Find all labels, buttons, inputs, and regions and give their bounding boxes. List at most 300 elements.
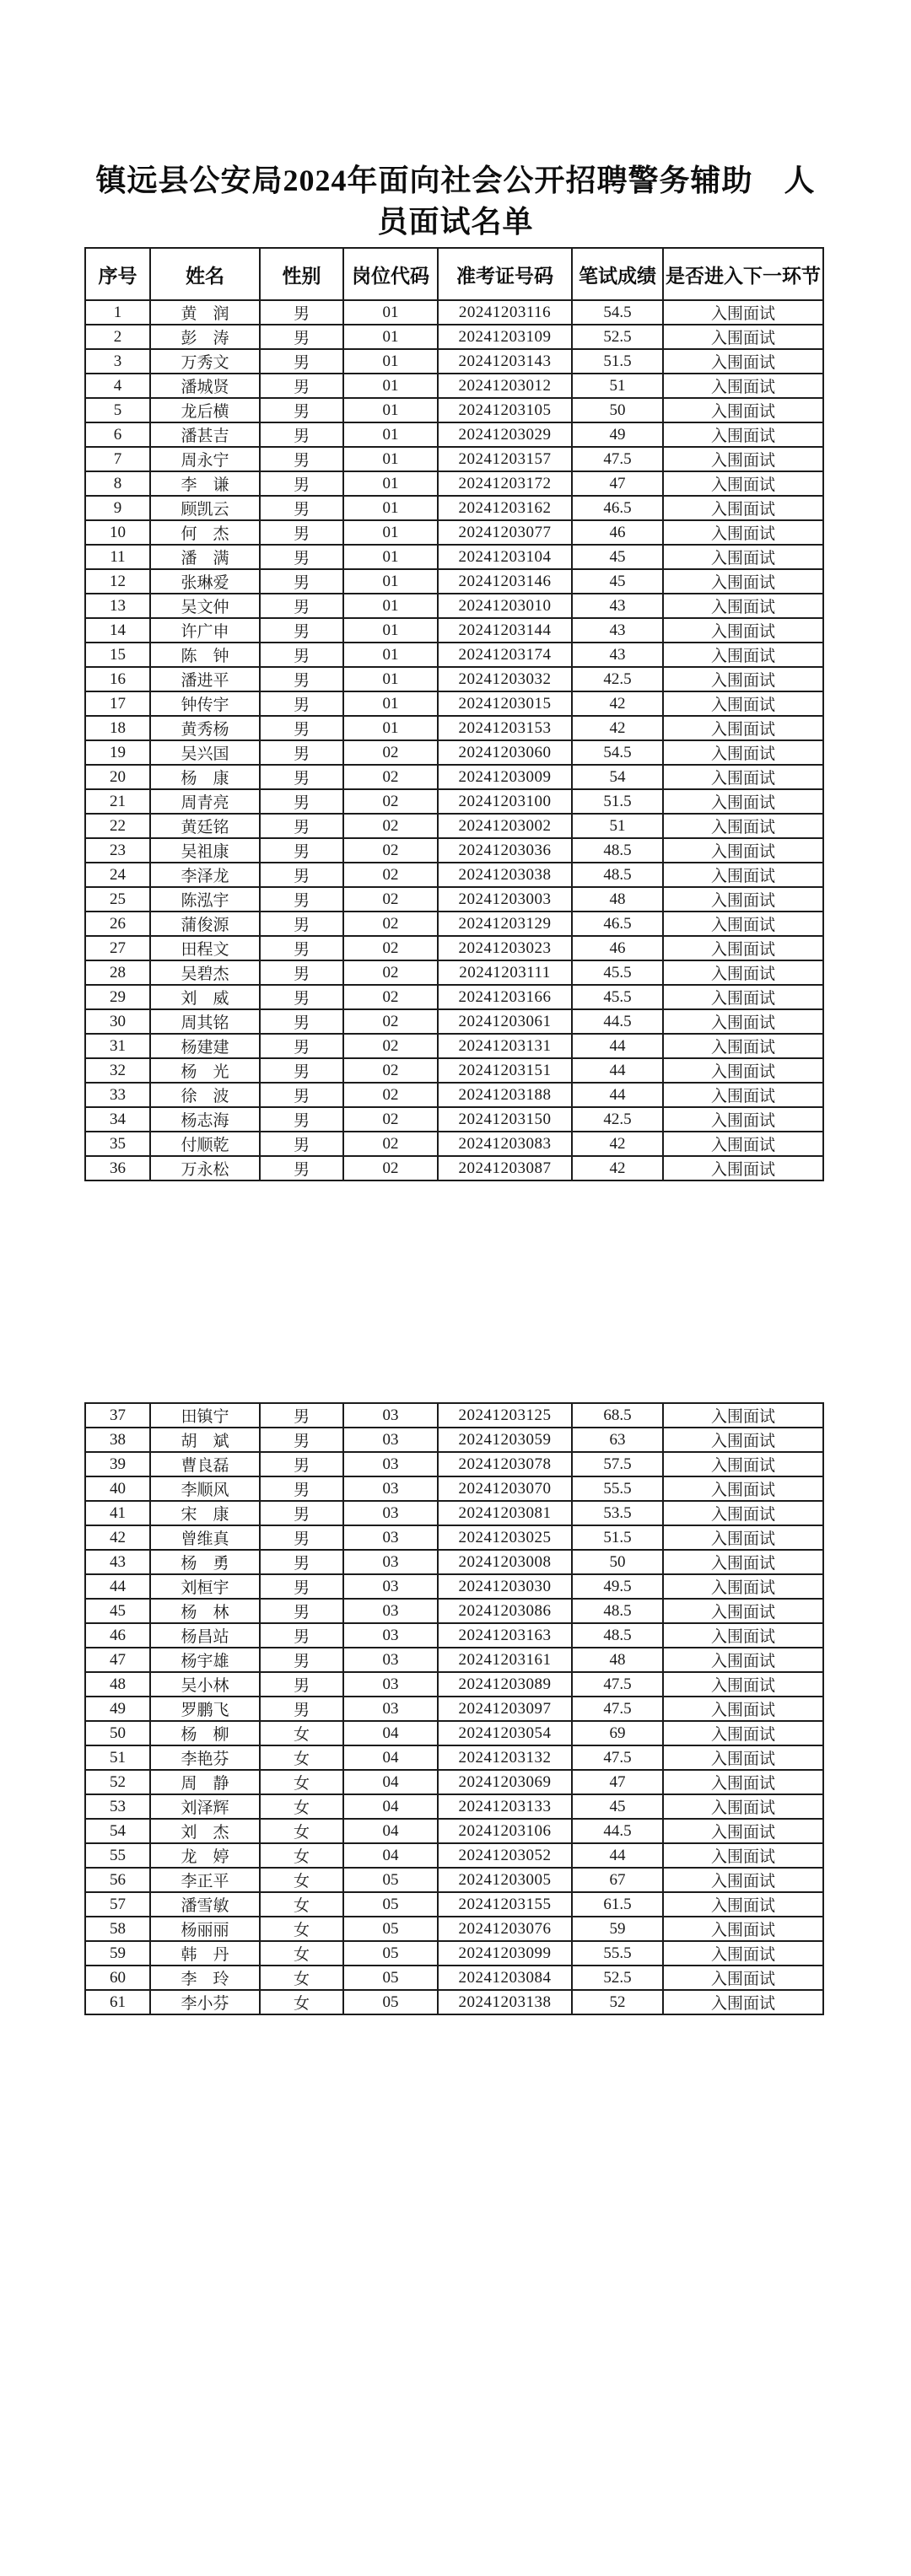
cell-score: 48 (572, 1648, 663, 1672)
table-row (85, 1941, 823, 1966)
cell-score: 57.5 (572, 1452, 663, 1476)
table-row (85, 1697, 823, 1721)
cell-name: 韩 丹 (150, 1941, 260, 1966)
interview-roster-table-part-1 (84, 247, 824, 1181)
column-header-gender: 性别 (260, 248, 343, 300)
cell-result: 入围面试 (663, 838, 823, 863)
cell-result: 入围面试 (663, 1721, 823, 1745)
table-row (85, 325, 823, 349)
cell-result: 入围面试 (663, 643, 823, 667)
cell-score: 46 (572, 520, 663, 545)
cell-seq: 1 (85, 300, 150, 325)
cell-score: 47.5 (572, 1672, 663, 1697)
table-row (85, 814, 823, 838)
cell-score: 51.5 (572, 349, 663, 374)
cell-score: 68.5 (572, 1403, 663, 1428)
table-row (85, 643, 823, 667)
cell-post: 01 (343, 325, 438, 349)
cell-gender: 女 (260, 1745, 343, 1770)
cell-exam: 20241203086 (438, 1599, 572, 1623)
cell-exam: 20241203005 (438, 1868, 572, 1892)
cell-name: 李顺风 (150, 1476, 260, 1501)
table-row (85, 1819, 823, 1843)
cell-gender: 男 (260, 960, 343, 985)
cell-seq: 25 (85, 887, 150, 912)
cell-exam: 20241203104 (438, 545, 572, 569)
cell-seq: 46 (85, 1623, 150, 1648)
cell-gender: 男 (260, 325, 343, 349)
cell-post: 02 (343, 1034, 438, 1058)
table-row (85, 545, 823, 569)
cell-result: 入围面试 (663, 422, 823, 447)
cell-post: 01 (343, 422, 438, 447)
cell-exam: 20241203155 (438, 1892, 572, 1917)
cell-post: 02 (343, 936, 438, 960)
cell-result: 入围面试 (663, 887, 823, 912)
cell-gender: 女 (260, 1819, 343, 1843)
cell-name: 杨昌站 (150, 1623, 260, 1648)
cell-post: 01 (343, 520, 438, 545)
cell-score: 55.5 (572, 1941, 663, 1966)
cell-post: 01 (343, 594, 438, 618)
table-row (85, 1501, 823, 1525)
cell-name: 曹良磊 (150, 1452, 260, 1476)
table-row (85, 471, 823, 496)
cell-result: 入围面试 (663, 1648, 823, 1672)
cell-score: 69 (572, 1721, 663, 1745)
cell-name: 蒲俊源 (150, 912, 260, 936)
cell-name: 李正平 (150, 1868, 260, 1892)
cell-result: 入围面试 (663, 1843, 823, 1868)
cell-post: 04 (343, 1843, 438, 1868)
cell-gender: 女 (260, 1990, 343, 2014)
cell-result: 入围面试 (663, 1941, 823, 1966)
cell-name: 杨志海 (150, 1107, 260, 1132)
cell-result: 入围面试 (663, 1132, 823, 1156)
cell-name: 周 静 (150, 1770, 260, 1794)
cell-score: 46.5 (572, 496, 663, 520)
table-row (85, 1034, 823, 1058)
cell-result: 入围面试 (663, 740, 823, 765)
cell-seq: 61 (85, 1990, 150, 2014)
cell-score: 53.5 (572, 1501, 663, 1525)
table-row (85, 1672, 823, 1697)
cell-result: 入围面试 (663, 1403, 823, 1428)
cell-post: 05 (343, 1917, 438, 1941)
cell-score: 48.5 (572, 1599, 663, 1623)
cell-score: 42.5 (572, 667, 663, 691)
cell-gender: 男 (260, 1083, 343, 1107)
cell-name: 张琳爱 (150, 569, 260, 594)
cell-post: 01 (343, 545, 438, 569)
cell-result: 入围面试 (663, 1794, 823, 1819)
cell-exam: 20241203174 (438, 643, 572, 667)
cell-score: 61.5 (572, 1892, 663, 1917)
cell-seq: 49 (85, 1697, 150, 1721)
cell-result: 入围面试 (663, 1058, 823, 1083)
cell-gender: 男 (260, 1697, 343, 1721)
cell-result: 入围面试 (663, 1034, 823, 1058)
cell-gender: 男 (260, 1525, 343, 1550)
cell-post: 03 (343, 1525, 438, 1550)
cell-exam: 20241203132 (438, 1745, 572, 1770)
cell-score: 43 (572, 643, 663, 667)
cell-seq: 39 (85, 1452, 150, 1476)
cell-name: 杨 光 (150, 1058, 260, 1083)
cell-exam: 20241203138 (438, 1990, 572, 2014)
cell-seq: 20 (85, 765, 150, 789)
cell-result: 入围面试 (663, 1819, 823, 1843)
cell-post: 03 (343, 1648, 438, 1672)
cell-seq: 48 (85, 1672, 150, 1697)
cell-gender: 男 (260, 985, 343, 1009)
cell-gender: 女 (260, 1868, 343, 1892)
cell-score: 47.5 (572, 1745, 663, 1770)
cell-gender: 女 (260, 1721, 343, 1745)
cell-post: 01 (343, 349, 438, 374)
cell-score: 51.5 (572, 1525, 663, 1550)
cell-post: 03 (343, 1623, 438, 1648)
cell-post: 03 (343, 1403, 438, 1428)
cell-result: 入围面试 (663, 1452, 823, 1476)
cell-exam: 20241203099 (438, 1941, 572, 1966)
cell-exam: 20241203172 (438, 471, 572, 496)
table-row (85, 838, 823, 863)
cell-gender: 男 (260, 887, 343, 912)
cell-name: 杨丽丽 (150, 1917, 260, 1941)
cell-seq: 53 (85, 1794, 150, 1819)
cell-seq: 36 (85, 1156, 150, 1180)
cell-post: 02 (343, 1009, 438, 1034)
cell-name: 周永宁 (150, 447, 260, 471)
cell-result: 入围面试 (663, 765, 823, 789)
cell-seq: 15 (85, 643, 150, 667)
cell-gender: 男 (260, 740, 343, 765)
cell-seq: 26 (85, 912, 150, 936)
table-row (85, 912, 823, 936)
cell-name: 徐 波 (150, 1083, 260, 1107)
cell-result: 入围面试 (663, 520, 823, 545)
table-row (85, 936, 823, 960)
cell-gender: 男 (260, 1009, 343, 1034)
table-row (85, 422, 823, 447)
cell-seq: 34 (85, 1107, 150, 1132)
cell-score: 54.5 (572, 300, 663, 325)
cell-name: 潘甚吉 (150, 422, 260, 447)
cell-gender: 男 (260, 838, 343, 863)
cell-seq: 60 (85, 1966, 150, 1990)
table-row (85, 1966, 823, 1990)
cell-exam: 20241203097 (438, 1697, 572, 1721)
cell-post: 05 (343, 1892, 438, 1917)
cell-result: 入围面试 (663, 1892, 823, 1917)
table-row (85, 1107, 823, 1132)
cell-name: 潘进平 (150, 667, 260, 691)
cell-result: 入围面试 (663, 447, 823, 471)
cell-gender: 男 (260, 349, 343, 374)
cell-exam: 20241203012 (438, 374, 572, 398)
cell-name: 杨 康 (150, 765, 260, 789)
cell-name: 黄 润 (150, 300, 260, 325)
cell-result: 入围面试 (663, 960, 823, 985)
cell-seq: 30 (85, 1009, 150, 1034)
cell-exam: 20241203081 (438, 1501, 572, 1525)
cell-gender: 男 (260, 1058, 343, 1083)
cell-result: 入围面试 (663, 325, 823, 349)
cell-seq: 8 (85, 471, 150, 496)
cell-post: 03 (343, 1501, 438, 1525)
cell-gender: 男 (260, 545, 343, 569)
cell-result: 入围面试 (663, 1990, 823, 2014)
cell-seq: 44 (85, 1574, 150, 1599)
cell-post: 02 (343, 912, 438, 936)
cell-exam: 20241203023 (438, 936, 572, 960)
table-row (85, 1574, 823, 1599)
cell-result: 入围面试 (663, 912, 823, 936)
cell-name: 万永松 (150, 1156, 260, 1180)
cell-post: 03 (343, 1476, 438, 1501)
cell-exam: 20241203061 (438, 1009, 572, 1034)
cell-name: 宋 康 (150, 1501, 260, 1525)
cell-score: 44 (572, 1843, 663, 1868)
cell-seq: 3 (85, 349, 150, 374)
table-row (85, 691, 823, 716)
cell-score: 51 (572, 814, 663, 838)
cell-gender: 男 (260, 716, 343, 740)
cell-seq: 43 (85, 1550, 150, 1574)
cell-gender: 男 (260, 863, 343, 887)
cell-seq: 14 (85, 618, 150, 643)
cell-exam: 20241203105 (438, 398, 572, 422)
cell-score: 42 (572, 691, 663, 716)
cell-score: 51 (572, 374, 663, 398)
column-header-name: 姓名 (150, 248, 260, 300)
cell-name: 李艳芬 (150, 1745, 260, 1770)
cell-name: 刘桓宇 (150, 1574, 260, 1599)
column-header-seq: 序号 (85, 248, 150, 300)
cell-seq: 52 (85, 1770, 150, 1794)
cell-seq: 32 (85, 1058, 150, 1083)
cell-name: 李 玲 (150, 1966, 260, 1990)
cell-score: 45 (572, 545, 663, 569)
cell-score: 48 (572, 887, 663, 912)
cell-name: 杨宇雄 (150, 1648, 260, 1672)
cell-name: 李泽龙 (150, 863, 260, 887)
cell-name: 钟传宇 (150, 691, 260, 716)
interview-roster-table-part-2 (84, 1402, 824, 2015)
cell-gender: 女 (260, 1770, 343, 1794)
cell-name: 吴文仲 (150, 594, 260, 618)
cell-result: 入围面试 (663, 471, 823, 496)
cell-score: 51.5 (572, 789, 663, 814)
cell-result: 入围面试 (663, 1501, 823, 1525)
cell-score: 48.5 (572, 1623, 663, 1648)
cell-seq: 22 (85, 814, 150, 838)
table-row (85, 1843, 823, 1868)
cell-exam: 20241203162 (438, 496, 572, 520)
cell-name: 彭 涛 (150, 325, 260, 349)
cell-result: 入围面试 (663, 1672, 823, 1697)
table-row (85, 1648, 823, 1672)
cell-post: 02 (343, 789, 438, 814)
cell-exam: 20241203015 (438, 691, 572, 716)
table-row (85, 716, 823, 740)
cell-name: 田镇宁 (150, 1403, 260, 1428)
table-row (85, 1403, 823, 1428)
cell-name: 陈 钟 (150, 643, 260, 667)
cell-result: 入围面试 (663, 1599, 823, 1623)
cell-seq: 38 (85, 1428, 150, 1452)
cell-seq: 40 (85, 1476, 150, 1501)
cell-name: 杨 林 (150, 1599, 260, 1623)
cell-seq: 24 (85, 863, 150, 887)
cell-exam: 20241203060 (438, 740, 572, 765)
cell-exam: 20241203116 (438, 300, 572, 325)
cell-gender: 女 (260, 1892, 343, 1917)
cell-post: 02 (343, 863, 438, 887)
cell-gender: 男 (260, 471, 343, 496)
cell-name: 许广申 (150, 618, 260, 643)
cell-post: 01 (343, 300, 438, 325)
cell-post: 01 (343, 569, 438, 594)
cell-result: 入围面试 (663, 545, 823, 569)
table-row (85, 1599, 823, 1623)
cell-post: 01 (343, 618, 438, 643)
cell-exam: 20241203125 (438, 1403, 572, 1428)
cell-seq: 55 (85, 1843, 150, 1868)
cell-post: 01 (343, 691, 438, 716)
column-header-exam: 准考证号码 (438, 248, 572, 300)
cell-score: 46 (572, 936, 663, 960)
cell-exam: 20241203052 (438, 1843, 572, 1868)
cell-score: 44 (572, 1083, 663, 1107)
cell-post: 02 (343, 960, 438, 985)
cell-seq: 10 (85, 520, 150, 545)
cell-score: 54 (572, 765, 663, 789)
table-row (85, 618, 823, 643)
cell-post: 04 (343, 1721, 438, 1745)
cell-result: 入围面试 (663, 716, 823, 740)
cell-score: 45 (572, 1794, 663, 1819)
cell-post: 02 (343, 838, 438, 863)
cell-seq: 54 (85, 1819, 150, 1843)
table-row (85, 349, 823, 374)
cell-exam: 20241203010 (438, 594, 572, 618)
cell-gender: 男 (260, 1476, 343, 1501)
cell-name: 吴小林 (150, 1672, 260, 1697)
cell-exam: 20241203025 (438, 1525, 572, 1550)
table-row (85, 374, 823, 398)
cell-score: 52.5 (572, 325, 663, 349)
cell-exam: 20241203129 (438, 912, 572, 936)
cell-gender: 男 (260, 300, 343, 325)
cell-result: 入围面试 (663, 1156, 823, 1180)
cell-result: 入围面试 (663, 1745, 823, 1770)
cell-score: 43 (572, 618, 663, 643)
cell-result: 入围面试 (663, 1966, 823, 1990)
cell-score: 42.5 (572, 1107, 663, 1132)
cell-name: 杨 勇 (150, 1550, 260, 1574)
table-row (85, 1452, 823, 1476)
table-row (85, 863, 823, 887)
cell-seq: 4 (85, 374, 150, 398)
cell-seq: 33 (85, 1083, 150, 1107)
cell-exam: 20241203059 (438, 1428, 572, 1452)
cell-post: 02 (343, 985, 438, 1009)
cell-seq: 28 (85, 960, 150, 985)
cell-exam: 20241203070 (438, 1476, 572, 1501)
cell-score: 50 (572, 398, 663, 422)
cell-gender: 男 (260, 789, 343, 814)
cell-gender: 女 (260, 1941, 343, 1966)
cell-exam: 20241203054 (438, 1721, 572, 1745)
cell-gender: 男 (260, 1403, 343, 1428)
cell-name: 周青亮 (150, 789, 260, 814)
cell-name: 万秀文 (150, 349, 260, 374)
cell-seq: 27 (85, 936, 150, 960)
cell-post: 02 (343, 1083, 438, 1107)
cell-gender: 男 (260, 1623, 343, 1648)
table-row (85, 1428, 823, 1452)
cell-gender: 女 (260, 1917, 343, 1941)
cell-exam: 20241203069 (438, 1770, 572, 1794)
cell-seq: 57 (85, 1892, 150, 1917)
cell-result: 入围面试 (663, 1428, 823, 1452)
cell-name: 田程文 (150, 936, 260, 960)
cell-score: 44.5 (572, 1819, 663, 1843)
table-header-row (85, 248, 823, 300)
cell-seq: 59 (85, 1941, 150, 1966)
cell-post: 05 (343, 1868, 438, 1892)
cell-gender: 女 (260, 1843, 343, 1868)
cell-seq: 58 (85, 1917, 150, 1941)
cell-gender: 男 (260, 398, 343, 422)
column-header-post: 岗位代码 (343, 248, 438, 300)
cell-post: 02 (343, 814, 438, 838)
cell-score: 67 (572, 1868, 663, 1892)
cell-seq: 50 (85, 1721, 150, 1745)
cell-result: 入围面试 (663, 691, 823, 716)
cell-name: 胡 斌 (150, 1428, 260, 1452)
table-row (85, 1009, 823, 1034)
table-row (85, 1058, 823, 1083)
cell-seq: 7 (85, 447, 150, 471)
cell-gender: 男 (260, 422, 343, 447)
cell-seq: 12 (85, 569, 150, 594)
cell-name: 何 杰 (150, 520, 260, 545)
table-row (85, 1525, 823, 1550)
cell-seq: 13 (85, 594, 150, 618)
cell-score: 54.5 (572, 740, 663, 765)
cell-gender: 男 (260, 667, 343, 691)
table-row (85, 667, 823, 691)
cell-result: 入围面试 (663, 1917, 823, 1941)
cell-post: 03 (343, 1672, 438, 1697)
cell-score: 48.5 (572, 838, 663, 863)
cell-name: 潘 满 (150, 545, 260, 569)
table-row (85, 1892, 823, 1917)
table-row (85, 1917, 823, 1941)
cell-result: 入围面试 (663, 1083, 823, 1107)
cell-exam: 20241203076 (438, 1917, 572, 1941)
cell-post: 02 (343, 1156, 438, 1180)
page-title-line-1: 镇远县公安局2024年面向社会公开招聘警务辅助 人 (95, 164, 816, 198)
cell-gender: 男 (260, 447, 343, 471)
cell-post: 03 (343, 1452, 438, 1476)
cell-exam: 20241203029 (438, 422, 572, 447)
table-row (85, 569, 823, 594)
cell-exam: 20241203036 (438, 838, 572, 863)
